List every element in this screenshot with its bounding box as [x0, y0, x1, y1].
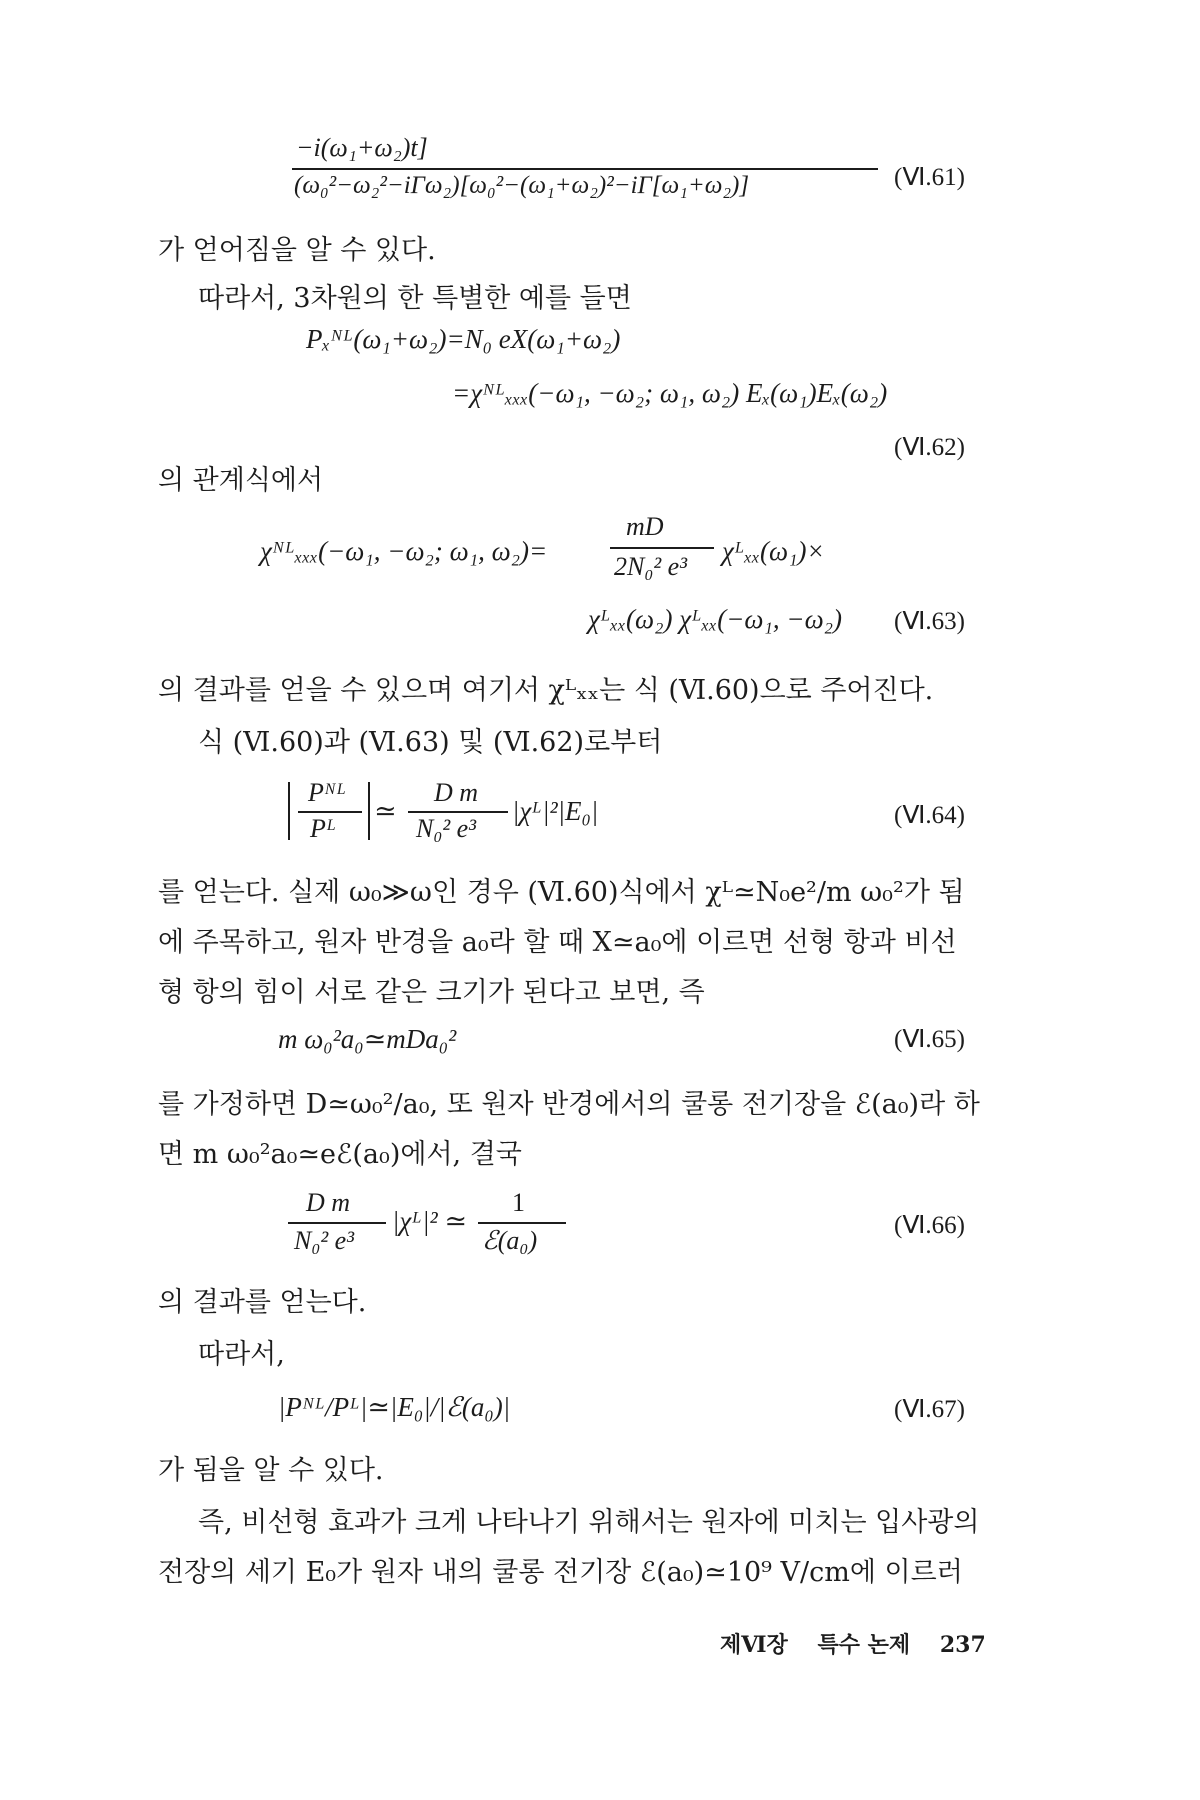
eq63-fraction-bar — [610, 547, 714, 549]
eq64-relation: ≃ — [374, 796, 397, 826]
eq66-frac1-numerator: D m — [306, 1188, 351, 1217]
eq66-frac1-bar — [288, 1222, 386, 1224]
eq62-line-1: Pₓᴺᴸ(ω₁+ω₂)=N₀ eX(ω₁+ω₂) — [306, 324, 621, 354]
eq64-abs-bar-right — [368, 782, 370, 840]
paragraph-2-line-2: 면 m ω₀²a₀≃eℰ(a₀)에서, 결국 — [158, 1139, 522, 1170]
footer-chapter: 제Ⅵ장 — [720, 1632, 788, 1658]
eq64-abs-bar-left — [288, 782, 290, 840]
eq64-tail: |χᴸ|²|E₀| — [512, 796, 599, 826]
eq64-frac2-numerator: D m — [434, 778, 479, 807]
eq62-number: (Ⅵ.62) — [894, 434, 965, 461]
eq66-frac2-denominator: ℰ(a₀) — [482, 1226, 538, 1255]
paragraph-2-line-1: 를 가정하면 D≃ω₀²/a₀, 또 원자 반경에서의 쿨롱 전기장을 ℰ(a₀)라 하 — [158, 1089, 980, 1120]
text-line-8: 가 됨을 알 수 있다. — [158, 1455, 384, 1486]
eq65-number: (Ⅵ.65) — [894, 1026, 965, 1053]
eq63-rhs: χᴸₓₓ(ω₁)× — [722, 536, 825, 566]
eq65-expression: m ω₀²a₀≃mDa₀² — [278, 1024, 457, 1054]
eq64-frac1-numerator: Pᴺᴸ — [308, 778, 347, 807]
eq63-number: (Ⅵ.63) — [894, 608, 965, 635]
eq66-middle: |χᴸ|² ≃ — [392, 1206, 467, 1236]
text-line-6: 의 결과를 얻는다. — [158, 1287, 367, 1318]
eq64-frac1-denominator: Pᴸ — [310, 814, 337, 843]
eq66-number: (Ⅵ.66) — [894, 1212, 965, 1239]
eq66-frac1-denominator: N₀² e³ — [294, 1226, 355, 1255]
eq67-expression: |Pᴺᴸ/Pᴸ|≃|E₀|/|ℰ(a₀)| — [278, 1392, 511, 1422]
eq64-frac1-bar — [298, 811, 362, 813]
eq67-number: (Ⅵ.67) — [894, 1396, 965, 1423]
paragraph-3-line-2: 전장의 세기 E₀가 원자 내의 쿨롱 전기장 ℰ(a₀)≃10⁹ V/cm에 이르러 — [158, 1557, 963, 1588]
eq66-frac2-numerator: 1 — [512, 1188, 525, 1217]
eq64-frac2-denominator: N₀² e³ — [416, 814, 477, 843]
eq61-fraction-bar — [292, 168, 878, 170]
eq61-numerator: −i(ω₁+ω₂)t] — [296, 133, 428, 162]
page-number: 237 — [939, 1632, 986, 1658]
eq61-denominator: (ω₀²−ω₂²−iΓω₂)[ω₀²−(ω₁+ω₂)²−iΓ[ω₁+ω₂)] — [294, 172, 750, 199]
eq63-frac-denominator: 2N₀² e³ — [614, 552, 688, 581]
eq64-frac2-bar — [408, 811, 508, 813]
eq64-number: (Ⅵ.64) — [894, 802, 965, 829]
eq63-lhs: χᴺᴸₓₓₓ(−ω₁, −ω₂; ω₁, ω₂)= — [260, 536, 548, 566]
text-line-7: 따라서, — [198, 1339, 285, 1370]
paragraph-1-line-2: 에 주목하고, 원자 반경을 a₀라 할 때 X≃a₀에 이르면 선형 항과 비선 — [158, 927, 957, 958]
text-line-3: 의 관계식에서 — [158, 465, 324, 496]
text-line-4: 의 결과를 얻을 수 있으며 여기서 χᴸₓₓ는 식 (Ⅵ.60)으로 주어진다. — [158, 675, 934, 706]
eq61-number: (Ⅵ.61) — [894, 164, 965, 191]
paragraph-3-line-1: 즉, 비선형 효과가 크게 나타나기 위해서는 원자에 미치는 입사광의 — [198, 1507, 980, 1538]
eq63-line-2: χᴸₓₓ(ω₂) χᴸₓₓ(−ω₁, −ω₂) — [588, 604, 843, 634]
paragraph-1-line-3: 형 항의 힘이 서로 같은 크기가 된다고 보면, 즉 — [158, 977, 705, 1008]
text-line-2: 따라서, 3차원의 한 특별한 예를 들면 — [198, 283, 632, 314]
footer-title: 특수 논제 — [817, 1632, 911, 1658]
eq66-frac2-bar — [478, 1222, 566, 1224]
eq62-line-2: =χᴺᴸₓₓₓ(−ω₁, −ω₂; ω₁, ω₂) Eₓ(ω₁)Eₓ(ω₂) — [452, 378, 888, 408]
eq63-frac-numerator: mD — [626, 512, 664, 541]
text-line-1: 가 얻어짐을 알 수 있다. — [158, 235, 436, 266]
text-line-5: 식 (Ⅵ.60)과 (Ⅵ.63) 및 (Ⅵ.62)로부터 — [198, 727, 663, 758]
running-footer — [720, 1628, 1008, 1659]
paragraph-1-line-1: 를 얻는다. 실제 ω₀≫ω인 경우 (Ⅵ.60)식에서 χᴸ≃N₀e²/m ω₀²가 됨 — [158, 877, 965, 908]
